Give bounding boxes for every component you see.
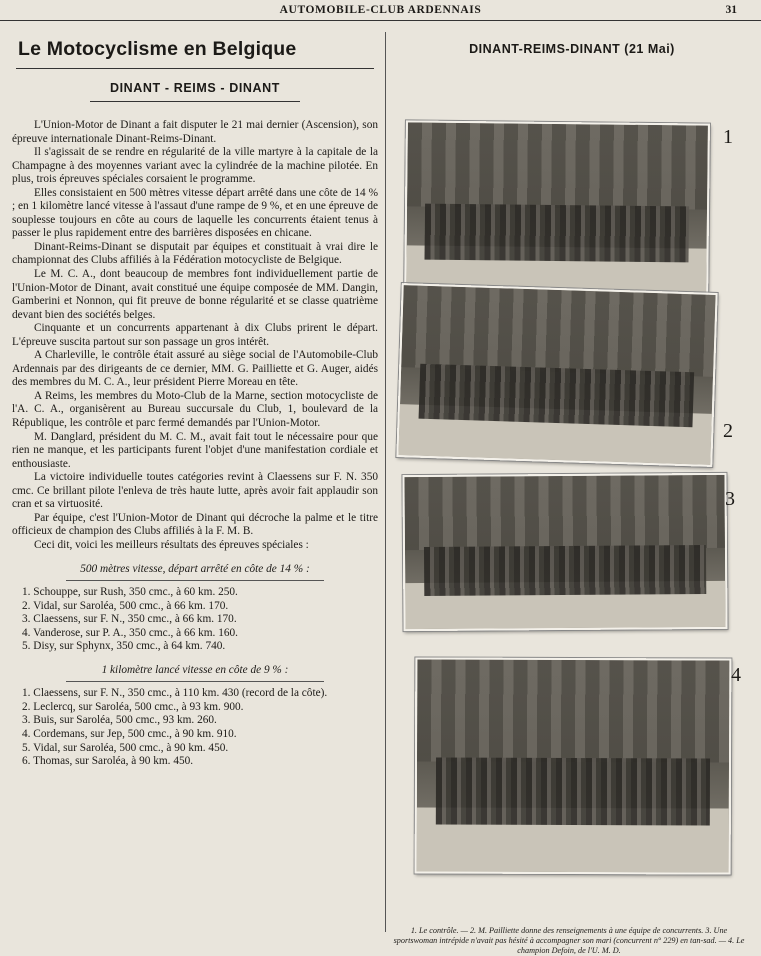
paragraph: Ceci dit, voici les meilleurs résultats des épreuves spéciales : [34,538,309,551]
photo-caption: 1. Le contrôle. — 2. M. Pailliette donne des renseignements à une équipe de concurrents. 3. Une sportswoman intrépide n'avait pas hésité à accompagner son mari (concurrent n° 229) en tan-sad. — 4. Le champion Defoin, de l'U. M. D. [393,926,745,955]
results-list [12,586,378,654]
results-heading: 500 mètres vitesse, départ arrêté en côte de 14 % : [80,562,310,575]
paragraph: Le M. C. A., dont beaucoup de membres font individuellement partie de l'Union-Motor de Dinant, avait constitué une équipe composée de MM. Dangin, Gamberini et Nonnon, qui fit preuve de bonne régularité et se classe quatrième devant bien des sociétés belges. [12,268,378,321]
results-list [12,687,378,768]
photo-champion-defoin [415,657,732,874]
photo-number: 2 [723,420,733,442]
paragraph: Par équipe, c'est l'Union-Motor de Dinant qui décroche la palme et le titre officieux de champion des Clubs affiliés à la F. M. B. [12,511,378,538]
list-item: 2. Vidal, sur Saroléa, 500 cmc., à 66 km. 170. [22,599,229,612]
photo-column [393,42,751,955]
list-item: 1. Claessens, sur F. N., 350 cmc., à 110 km. 430 (record de la côte). [22,687,328,700]
page-header [0,0,761,21]
photo-team-information [396,283,717,467]
subtitle-rule [90,101,300,102]
paragraph: M. Danglard, président du M. C. M., avait fait tout le nécessaire pour que rien ne manque, et les participants furent l'objet d'une manifestation cordiale et enthousiaste. [12,430,378,470]
page-number: 31 [725,4,737,16]
results-500m [12,563,378,654]
title-rule [16,68,374,69]
photo-collage [393,60,751,906]
paragraph: Dinant-Reims-Dinant se disputait par équipes et constituait à vrai dire le championnat des Clubs affiliés à la Fédération motocycliste de Belgique. [12,240,378,267]
paragraph: Il s'agissait de se rendre en régularité de la ville martyre à la capitale de la Champagne à des moyennes variant avec la cylindrée de la machine pilotée. En plus, trois épreuves spéciales corsaient le programme. [12,146,378,186]
paragraph: A Reims, les membres du Moto-Club de la Marne, section motocycliste de l'A. C. A., organisèrent au Bureau succursale du Club, 1, boulevard de la République, les contrôle et parc fermé demandés par l'Union-Motor. [12,389,378,430]
paragraph: A Charleville, le contrôle était assuré au siège social de l'Automobile-Club Ardennais par des dirigeants de ce dernier, MM. G. Pailliette et G. Auger, aidés des membres du M. C. A., leur président Pierre Moreau en tête. [12,349,378,389]
list-item: 4. Vanderose, sur P. A., 350 cmc., à 66 km. 160. [22,626,238,639]
article-subtitle: DINANT - REIMS - DINANT [109,81,281,95]
paragraph: Elles consistaient en 500 mètres vitesse départ arrêté dans une côte de 14 % ; en 1 kilomètre lancé vitesse à l'assaut d'une rampe de 9 %, et en une épreuve de souplesse toujours en côte au cours de laquelle les concurrents étaient tenus à passer le plus rapidement entre des barrières disposées en chicane. [12,186,378,240]
list-item: 4. Cordemans, sur Jep, 500 cmc., à 90 km. 910. [22,727,237,740]
article-body [12,119,378,553]
photo-number: 1 [723,126,733,148]
results-rule [66,580,324,581]
paragraph: L'Union-Motor de Dinant a fait disputer le 21 mai dernier (Ascension), son épreuve internationale Dinant-Reims-Dinant. [12,119,378,145]
photo-number: 3 [725,488,735,510]
list-item: 3. Buis, sur Saroléa, 500 cmc., 93 km. 260. [22,714,217,727]
column-divider [385,32,386,932]
photo-section-title: DINANT-REIMS-DINANT (21 Mai) [469,42,675,56]
list-item: 3. Claessens, sur F. N., 350 cmc., à 66 km. 170. [22,613,237,626]
list-item: 1. Schouppe, sur Rush, 350 cmc., à 60 km. 250. [22,586,238,599]
photo-sportswoman-tansad [402,473,727,631]
list-item: 2. Leclercq, sur Saroléa, 500 cmc., à 93 km. 900. [22,700,244,713]
paragraph: La victoire individuelle toutes catégories revint à Claessens sur F. N. 350 cmc. Ce brillant pilote l'enleva de très haute lutte, après avoir fait applaudir son cran et sa virtuosité. [12,471,378,511]
results-rule [66,681,324,682]
article-column [12,38,378,769]
results-heading: 1 kilomètre lancé vitesse en côte de 9 % : [101,663,289,676]
paragraph: Cinquante et un concurrents appartenant à dix Clubs prirent le départ. L'épreuve suscita partout sur son passage un gros intérêt. [12,322,378,348]
results-1km [12,664,378,769]
list-item: 5. Disy, sur Sphynx, 350 cmc., à 64 km. 740. [22,640,226,653]
list-item: 6. Thomas, sur Saroléa, à 90 km. 450. [22,755,194,768]
list-item: 5. Vidal, sur Saroléa, 500 cmc., à 90 km. 450. [22,741,229,754]
running-head: AUTOMOBILE-CLUB ARDENNAIS [279,4,482,16]
article-title: Le Motocyclisme en Belgique [18,38,297,60]
photo-control-checkpoint [404,120,710,303]
photo-number: 4 [731,664,741,686]
